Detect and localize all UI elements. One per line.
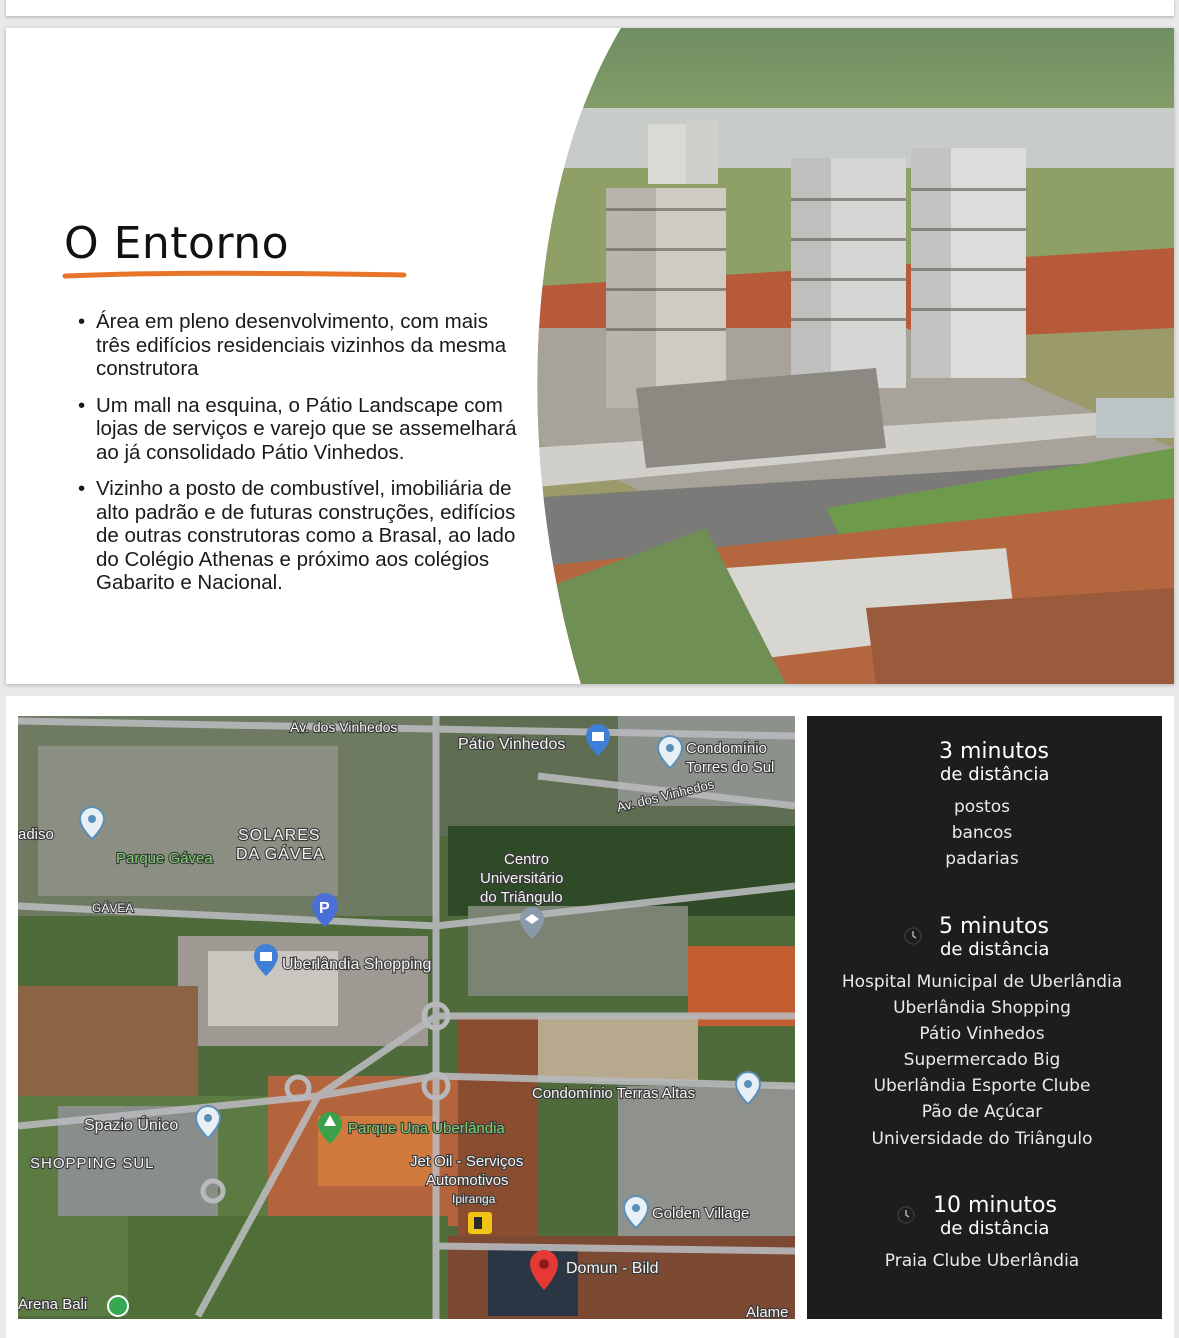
label-condominio-torres-2[interactable]: Torres do Sul: [686, 759, 775, 776]
group-item: postos: [954, 797, 1010, 817]
label-centro-1[interactable]: Centro: [504, 851, 550, 868]
satellite-map[interactable]: [18, 716, 795, 1319]
label-arena-bali[interactable]: Arena Bali: [18, 1296, 88, 1313]
group-item: Hospital Municipal de Uberlândia: [841, 972, 1123, 992]
label-solares-2: DA GÁVEA: [236, 846, 325, 863]
slide-o-entorno: [6, 28, 1174, 684]
clock-icon: [897, 1206, 915, 1224]
svg-text:P: P: [319, 900, 330, 917]
label-paraiso[interactable]: adiso: [18, 826, 54, 843]
group-time-5: 5 minutos: [939, 914, 1049, 939]
label-golden-village[interactable]: Golden Village: [652, 1205, 750, 1222]
group-item: Pátio Vinhedos: [919, 1024, 1045, 1044]
group-item: Supermercado Big: [903, 1050, 1061, 1070]
label-parque-gavea[interactable]: Parque Gávea: [116, 850, 213, 867]
label-jet-oil-2[interactable]: Automotivos: [426, 1172, 509, 1189]
group-item: Uberlândia Esporte Clube: [873, 1076, 1091, 1096]
label-condominio-terras-altas[interactable]: Condomínio Terras Altas: [532, 1085, 696, 1102]
park-marker-icon[interactable]: [108, 1296, 128, 1316]
group-time-3: 3 minutos: [939, 739, 1049, 764]
group-item: padarias: [945, 849, 1019, 869]
label-gavea: GÁVEA: [92, 901, 134, 915]
label-spazio-unico[interactable]: Spazio Único: [84, 1117, 179, 1134]
label-condominio-torres-1[interactable]: Condomínio: [686, 740, 767, 757]
clock-icon: [904, 927, 922, 945]
label-ipiranga: Ipiranga: [452, 1192, 496, 1206]
label-centro-2[interactable]: Universitário: [480, 870, 564, 887]
group-item: bancos: [951, 823, 1013, 843]
bullet-item: • Área em pleno desenvolvimento, com mais três edifícios residenciais vizinhos da mesma construtora: [78, 310, 518, 381]
distance-panel: [807, 716, 1162, 1319]
label-shopping-sul: SHOPPING SUL: [30, 1155, 155, 1172]
previous-page-edge: [6, 0, 1174, 16]
label-uberlandia-shopping[interactable]: Uberlândia Shopping: [282, 956, 432, 973]
label-patio-vinhedos[interactable]: Pátio Vinhedos: [458, 736, 566, 753]
fuel-station-icon[interactable]: [468, 1212, 492, 1234]
group-time-10: 10 minutos: [933, 1193, 1057, 1218]
slide-title: O Entorno: [64, 218, 290, 269]
label-solares-1: SOLARES: [238, 827, 321, 844]
label-centro-3[interactable]: do Triângulo: [480, 889, 563, 906]
bullet-item: • Um mall na esquina, o Pátio Landscape com lojas de serviços e varejo que se assemelhará ao já consolidado Pátio Vinhedos.: [78, 394, 518, 465]
label-alameda: Alame: [746, 1304, 789, 1319]
group-sub-10: de distância: [940, 1218, 1050, 1239]
group-item: Universidade do Triângulo: [871, 1129, 1093, 1149]
group-item: Uberlândia Shopping: [893, 998, 1071, 1018]
label-parque-una[interactable]: Parque Una Uberlândia: [348, 1120, 505, 1137]
bullet-list: [78, 310, 518, 608]
label-av-vinhedos-right: Av. dos Vinhedos: [615, 776, 716, 815]
label-av-vinhedos-top: Av. dos Vinhedos: [290, 719, 398, 735]
group-sub-5: de distância: [940, 939, 1050, 960]
group-item: Pão de Açúcar: [921, 1102, 1043, 1122]
bullet-item: • Vizinho a posto de combustível, imobiliária de alto padrão e de futuras construções, edifícios de outras construtoras como a Brasal, ao lado do Colégio Athenas e próximo aos colégios Gabarito e Nacional.: [78, 477, 518, 595]
title-underline: [62, 268, 407, 282]
label-domun-bild[interactable]: Domun - Bild: [566, 1260, 659, 1277]
group-item: Praia Clube Uberlândia: [884, 1251, 1080, 1271]
label-jet-oil-1[interactable]: Jet Oil - Serviços: [410, 1153, 524, 1170]
group-sub-3: de distância: [940, 764, 1050, 785]
